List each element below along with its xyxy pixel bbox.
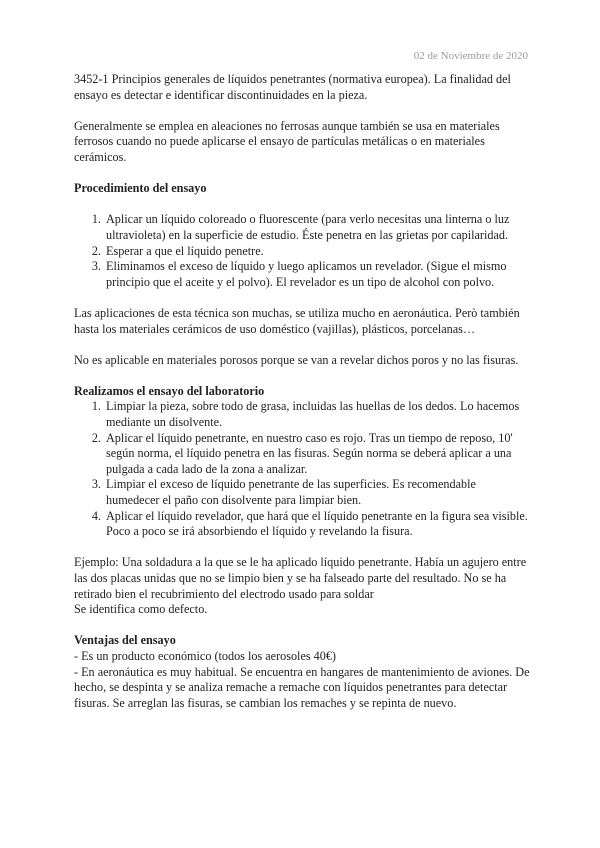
advantages-block bbox=[74, 649, 532, 711]
list-item: 3. Eliminamos el exceso de líquido y luego aplicamos un revelador. (Sigue el mismo principio que el aceite y el polvo). El revelador es un tipo de alcohol con polvo. bbox=[104, 259, 532, 290]
porous-materials-paragraph: No es aplicable en materiales porosos porque se van a revelar dichos poros y no las fisuras. bbox=[74, 352, 519, 367]
applications-paragraph: Las aplicaciones de esta técnica son muchas, se utiliza mucho en aeronáutica. Però también hasta los materiales cerámicos de uso doméstico (vajillas), plásticos, porcelanas… bbox=[74, 305, 520, 336]
advantage-line: - Es un producto económico (todos los aerosoles 40€) bbox=[74, 648, 336, 663]
list-item: 2. Aplicar el líquido penetrante, en nuestro caso es rojo. Tras un tiempo de reposo, 10' según norma, el líquido penetra en las fisuras. Según norma se deberá aplicar a una pulgada a cada lado de la zona a analizar. bbox=[104, 431, 532, 478]
example-block bbox=[74, 555, 532, 617]
intro-paragraph-materials: Generalmente se emplea en aleaciones no ferrosas aunque también se usa en materiales ferrosos cuando no puede aplicarse el ensayo de partículas metálicas o en materiales cerámicos. bbox=[74, 118, 500, 164]
laboratory-steps-list bbox=[74, 399, 532, 539]
example-paragraph: Ejemplo: Una soldadura a la que se le ha aplicado líquido penetrante. Había un agujero entre las dos placas unidas que no se limpio bien y se ha falseado parte del resultado. No se ha retirado bien el recubrimiento del electrodo usado para soldar bbox=[74, 555, 527, 601]
list-item: 3. Limpiar el exceso de líquido penetrante de las superficies. Es recomendable humedecer el paño con disolvente para limpiar bien. bbox=[104, 477, 532, 508]
list-item: 1. Aplicar un líquido coloreado o fluorescente (para verlo necesitas una linterna o luz ultravioleta) en la superficie de estudio. Éste penetra en las grietas por capilaridad. bbox=[104, 212, 532, 243]
list-item: 1. Limpiar la pieza, sobre todo de grasa, incluidas las huellas de los dedos. Lo hacemos mediante un disolvente. bbox=[104, 399, 532, 430]
section-heading-procedimiento: Procedimiento del ensayo bbox=[74, 181, 207, 196]
document-body bbox=[74, 72, 532, 711]
intro-paragraph: 3452-1 Principios generales de líquidos penetrantes (normativa europea). La finalidad del ensayo es detectar e identificar discontinuidades en la pieza. bbox=[74, 72, 511, 102]
advantage-line: - En aeronáutica es muy habitual. Se encuentra en hangares de mantenimiento de aviones. De hecho, se despinta y se analiza remache a remache con líquidos penetrantes para detectar fisuras. Se arreglan las fisuras, se cambian los remaches y se repinta de nuevo. bbox=[74, 664, 530, 710]
document-date: 02 de Noviembre de 2020 bbox=[413, 50, 528, 62]
section-heading-ventajas: Ventajas del ensayo bbox=[74, 633, 176, 648]
example-conclusion: Se identifica como defecto. bbox=[74, 602, 208, 617]
list-item: 4. Aplicar el líquido revelador, que hará que el líquido penetrante en la figura sea visible. Poco a poco se irá absorbiendo el líquido y revelando la fisura. bbox=[104, 509, 532, 540]
procedure-list bbox=[74, 212, 532, 290]
section-heading-laboratorio: Realizamos el ensayo del laboratorio bbox=[74, 383, 265, 398]
list-item: 2. Esperar a que el líquido penetre. bbox=[104, 244, 532, 260]
